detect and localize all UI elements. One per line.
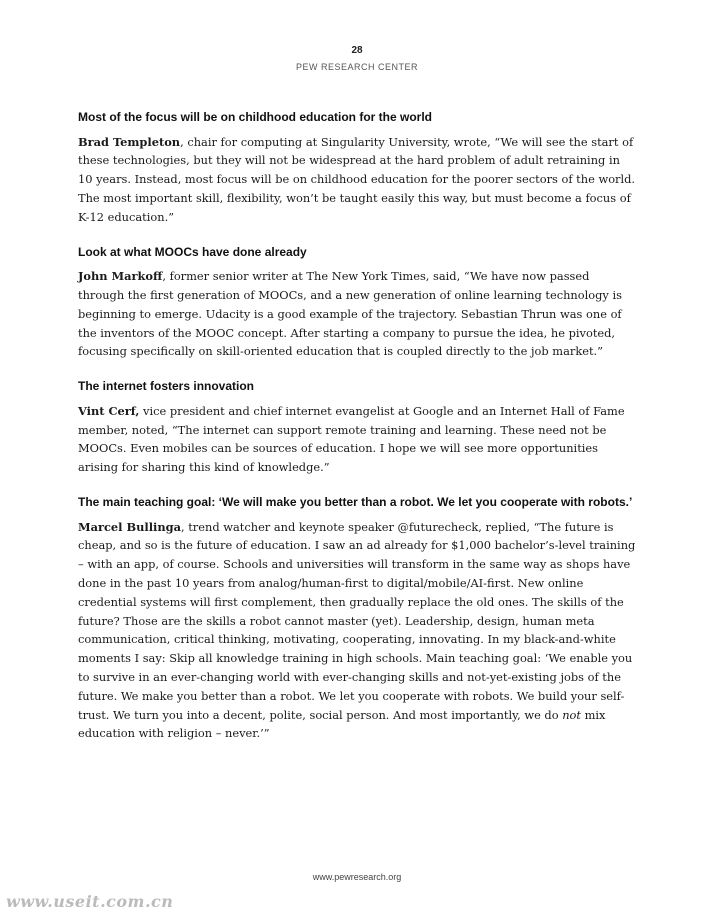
page-number: 28 [351, 45, 363, 56]
section-childhood-focus [78, 108, 638, 227]
respondent-name: Brad Templeton [78, 134, 181, 149]
footer-url: www.pewresearch.org [312, 872, 402, 882]
section-heading: The main teaching goal: ‘We will make you better than a robot. We let you cooperate with robots.’ [78, 494, 633, 509]
quote-paragraph [78, 518, 638, 744]
section-heading: Look at what MOOCs have done already [78, 244, 307, 259]
section-moocs [78, 243, 638, 362]
quote-text: , trend watcher and keynote speaker @futurecheck, replied, “The future is cheap, and so is the future of education. I saw an ad already for $1,000 bachelor’s-level training – with an app, of course. Schools and universities will transform in the same way as shops have done in the past 10 years from analog/human-first to digital/mobile/AI-first. New online credential systems will first complement, then gradually replace the old ones. The skills of the future? Those are the skills a robot cannot master (yet). Leadership, design, human meta communication, critical thinking, motivating, cooperating, innovating. In my black-and-white moments I say: Skip all knowledge training in high schools. Main teaching goal: ‘We enable you to survive in an ever-changing world with ever-changing skills and not-yet-existing jobs of the future. We make you better than a robot. We let you cooperate with robots. We build your self-trust. We turn you into a decent, polite, social person. And most importantly, we do [78, 519, 636, 722]
article-body [78, 108, 638, 759]
emphasis-text: not [562, 707, 581, 722]
quote-paragraph [78, 133, 638, 227]
org-name: PEW RESEARCH CENTER [295, 62, 418, 72]
section-teaching-goal [78, 493, 638, 743]
quote-text: , former senior writer at The New York Times, said, “We have now passed through the first generation of MOOCs, and a new generation of online learning technology is beginning to emerge. Udacity is a good example of the trajectory. Sebastian Thrun was one of the inventors of the MOOC concept. After starting a company to pursue the idea, he pivoted, focusing specifically on skill-oriented education that is coupled directly to the job market.” [78, 269, 622, 359]
respondent-name: Vint Cerf, [78, 403, 140, 418]
quote-text: , chair for computing at Singularity University, wrote, “We will see the start of these technologies, but they will not be widespread at the hard problem of adult retraining in 10 years. Instead, most focus will be on childhood education for the poorer sectors of the world. The most important skill, flexibility, won’t be taught easily this way, but must become a focus of K-12 education.” [78, 134, 636, 224]
respondent-name: Marcel Bullinga [78, 519, 181, 534]
section-heading: The internet fosters innovation [78, 379, 255, 394]
section-heading: Most of the focus will be on childhood education for the world [78, 110, 432, 124]
watermark: www.useit.com.cn [6, 892, 174, 911]
quote-text: vice president and chief internet evangelist at Google and an Internet Hall of Fame member, noted, “The internet can support remote training and learning. These need not be MOOCs. Even mobiles can be sources of education. I hope we will see more opportunities arising for sharing this kind of knowledge.” [78, 403, 625, 475]
quote-text-end: mix education with religion – never.’” [78, 707, 606, 741]
quote-paragraph [78, 402, 638, 477]
section-internet-innovation [78, 377, 638, 477]
respondent-name: John Markoff [78, 269, 163, 284]
quote-paragraph [78, 267, 638, 361]
